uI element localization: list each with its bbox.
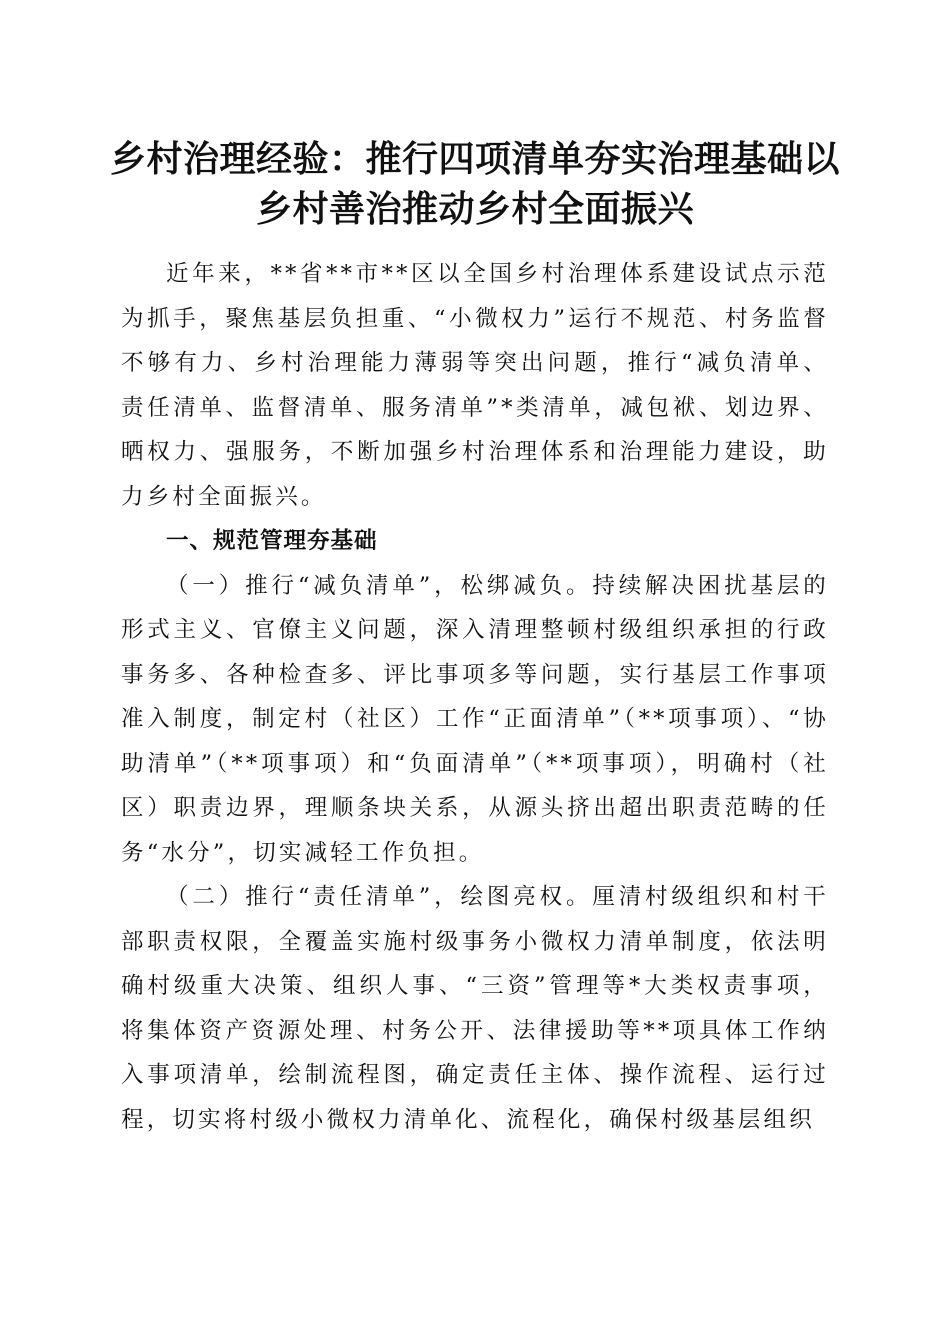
paragraph-burden-list: （一）推行“减负清单”，松绑减负。持续解决困扰基层的形式主义、官僚主义问题，深入清理整顿村级组织承担的行政事务多、各种检查多、评比事项多等问题，实行基层工作事项准入制度，制定村（社区）工作“正面清单”（**项事项）、“协助清单”（**项事项）和“负面清单”（**项事项），明确村（社区）职责边界，理顺条块关系，从源头挤出超出职责范畴的任务“水分”，切实减轻工作负担。 xyxy=(121,572,829,866)
paragraph-responsibility-list: （二）推行“责任清单”，绘图亮权。厘清村级组织和村干部职责权限，全覆盖实施村级事务小微权力清单制度，依法明确村级重大决策、组织人事、“三资”管理等*大类权责事项，将集体资产资源处理、村务公开、法律援助等**项具体工作纳入事项清单，绘制流程图，确定责任主体、操作流程、运行过程，切实将村级小微权力清单化、流程化，确保村级基层组织 xyxy=(121,884,829,1133)
document-title: 乡村治理经验：推行四项清单夯实治理基础以乡村善治推动乡村全面振兴 xyxy=(109,138,840,230)
intro-paragraph: 近年来，**省**市**区以全国乡村治理体系建设试点示范为抓手，聚焦基层负担重、“小微权力”运行不规范、村务监督不够有力、乡村治理能力薄弱等突出问题，推行“减负清单、责任清单、监督清单、服务清单”*类清单，减包袱、划边界、晒权力、强服务，不断加强乡村治理体系和治理能力建设，助力乡村全面振兴。 xyxy=(121,261,829,510)
section-heading: 一、规范管理夯基础 xyxy=(166,528,378,554)
document-body xyxy=(121,252,829,1142)
